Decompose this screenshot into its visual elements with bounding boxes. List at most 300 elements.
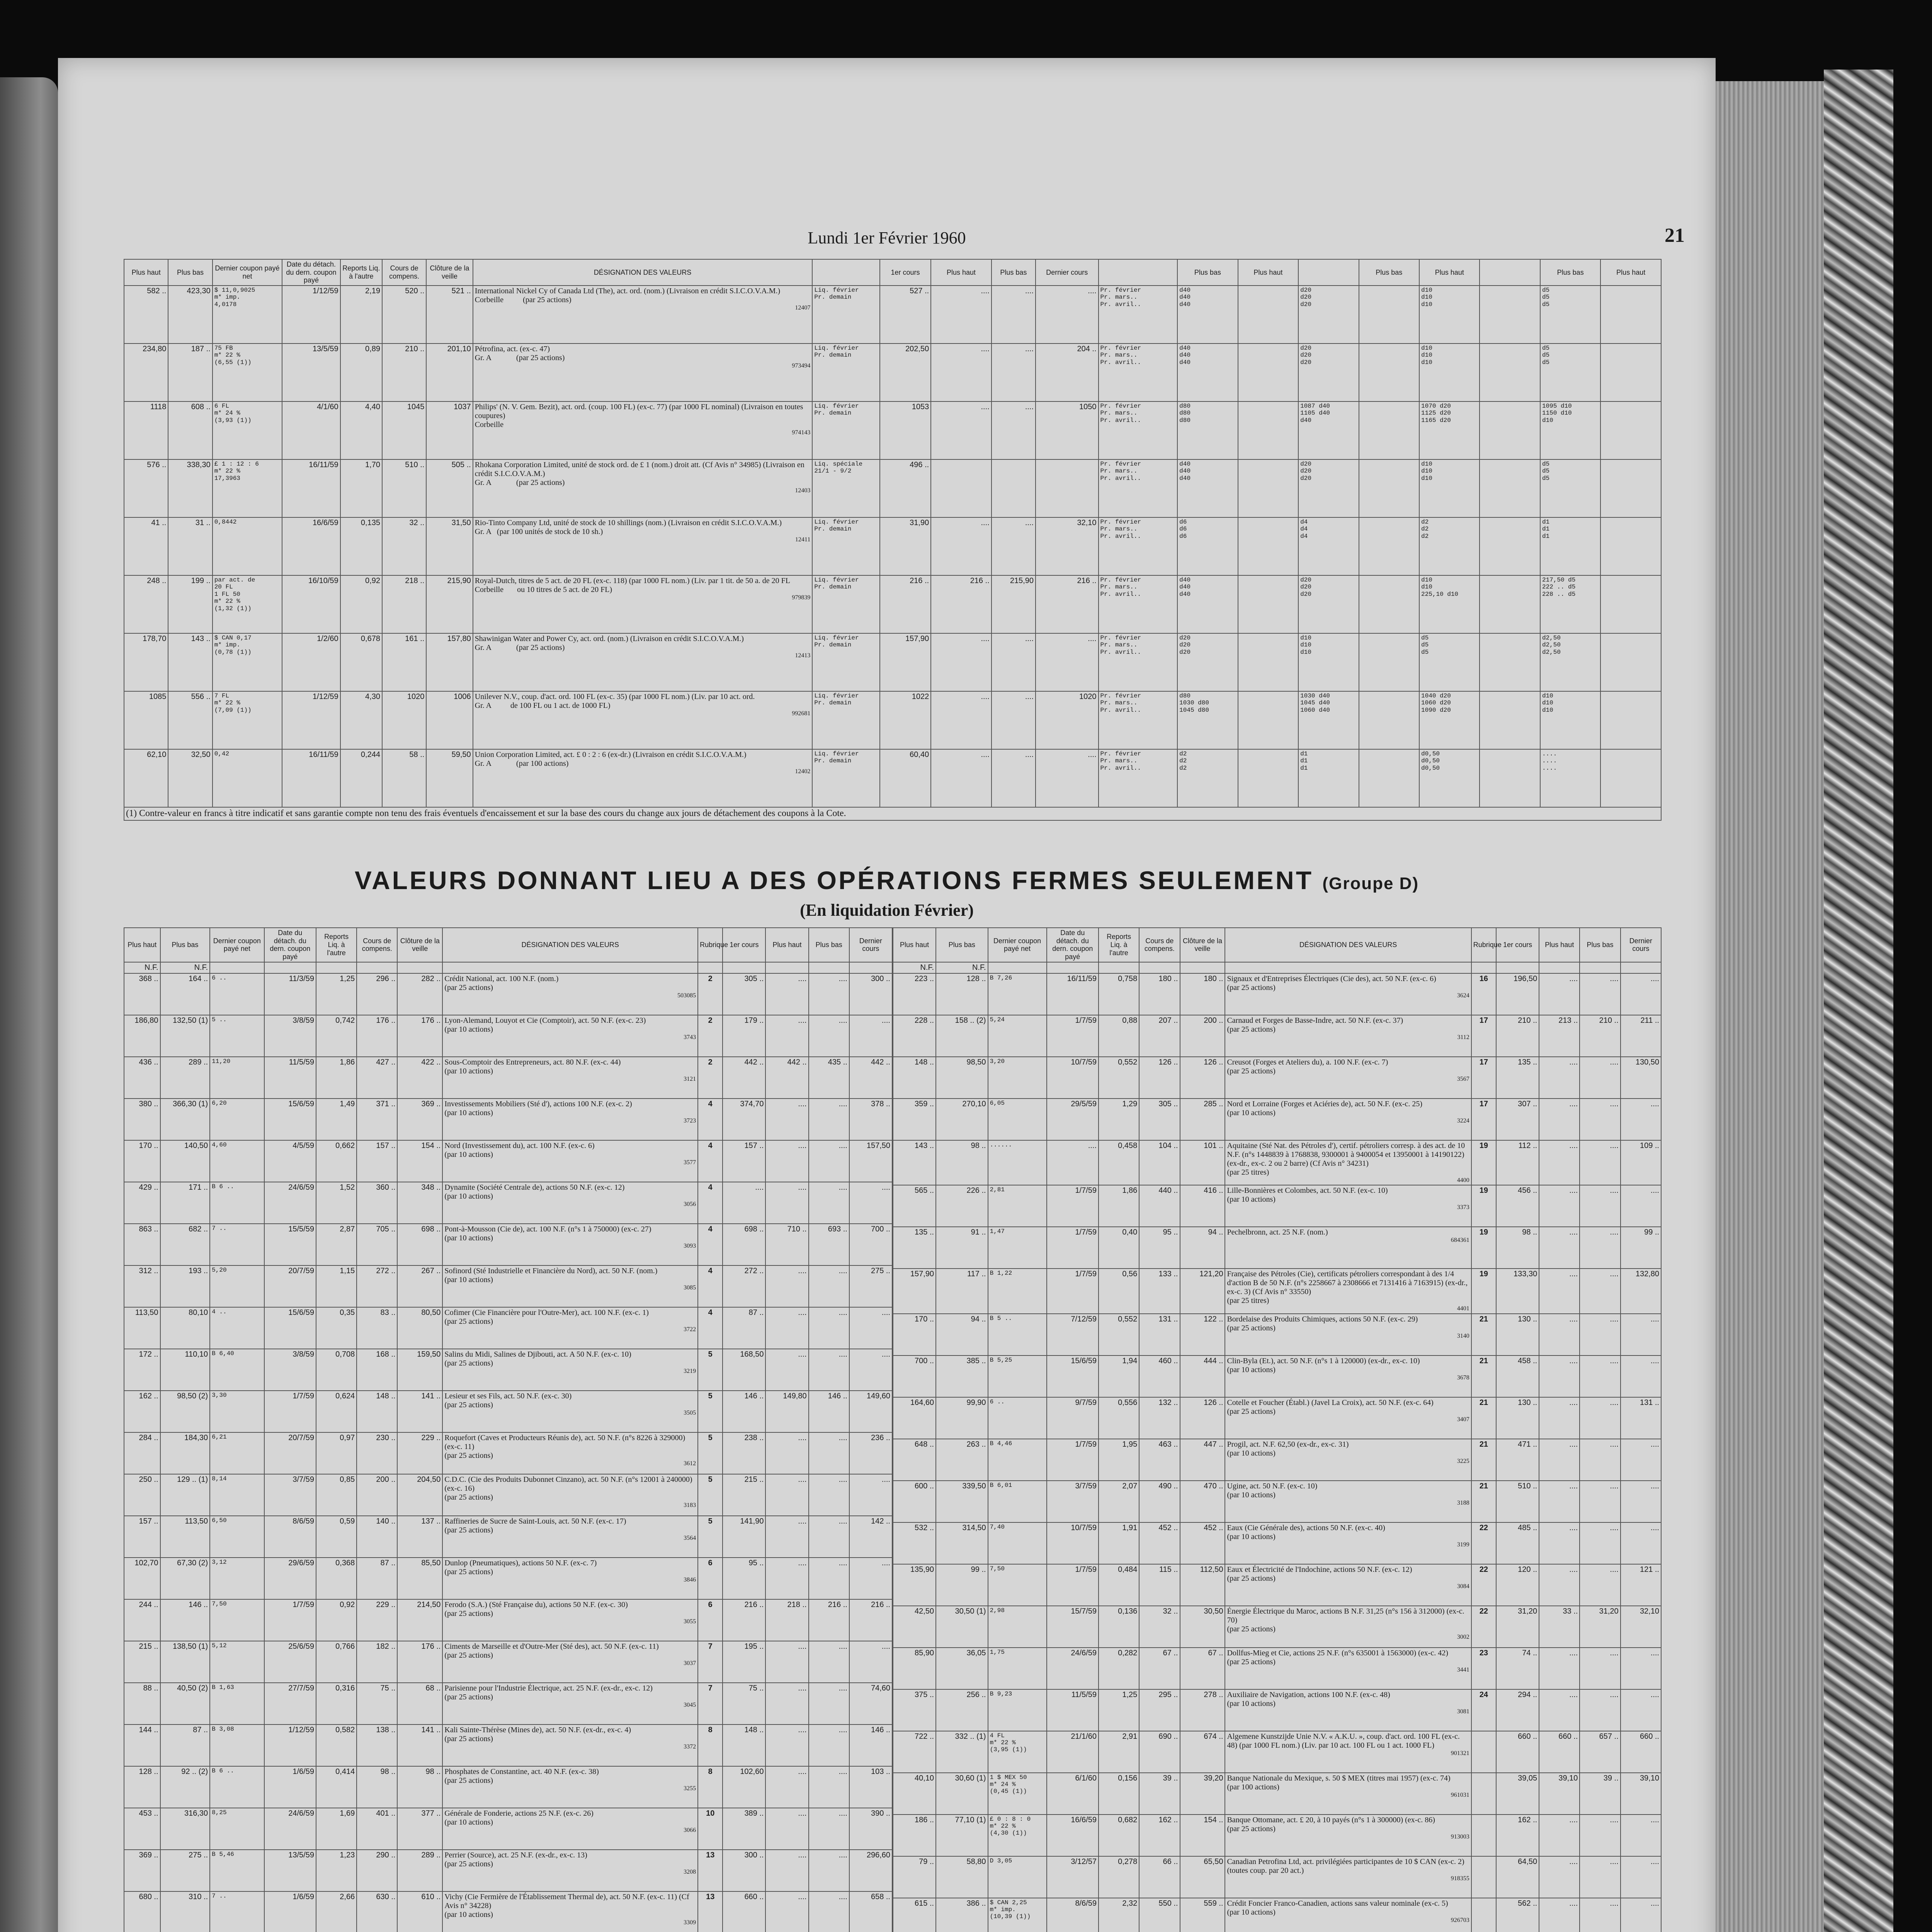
last-price: .... [1621, 1481, 1661, 1522]
last-price: 121 .. [1621, 1564, 1661, 1606]
compensation-price: 176 .. [357, 1015, 397, 1057]
high-price: .... [1539, 1099, 1580, 1140]
rubric-number: 2 [698, 1015, 723, 1057]
premium-3: 1070 d20 1125 d20 1165 d20 [1419, 401, 1480, 459]
security-name [1225, 1355, 1471, 1397]
table-row [893, 1314, 1661, 1355]
low-since-jan: 199 .. [168, 575, 212, 633]
rubric-number: 5 [698, 1474, 723, 1516]
low-since-jan: 608 .. [168, 401, 212, 459]
section-title: VALEURS DONNANT LIEU A DES OPÉRATIONS FERMES SEULEMENT (Groupe D) [354, 866, 1419, 895]
last-price: .... [1621, 973, 1661, 1015]
previous-close: 452 .. [1180, 1522, 1225, 1564]
security-name [442, 1891, 698, 1932]
premium-4-blank [1600, 749, 1661, 807]
premium-4: .... .... .... [1540, 749, 1600, 807]
premium-terms: Pr. février Pr. mars.. Pr. avril.. [1099, 459, 1178, 517]
rubric-number: 21 [1471, 1397, 1496, 1439]
security-name [442, 1307, 698, 1349]
reports: 0,582 [316, 1725, 357, 1766]
previous-close: 610 .. [397, 1891, 442, 1932]
premium-2: d10 d10 d10 [1298, 633, 1359, 691]
reports: 1,25 [1099, 1689, 1139, 1731]
premium-2: d20 d20 d20 [1298, 286, 1359, 344]
low-price: .... [1580, 1522, 1620, 1564]
compensation-price: 207 .. [1139, 1015, 1180, 1057]
security-code: 3199 [1457, 1541, 1469, 1548]
first-price: 74 .. [1496, 1648, 1539, 1689]
coupon-date: 6/1/60 [1047, 1773, 1099, 1815]
table-row [124, 1349, 892, 1391]
previous-close: 201,10 [426, 344, 473, 401]
security-designation: Générale de Fonderie, actions 25 N.F. (ex-c. 26) (par 10 actions) [444, 1809, 594, 1827]
column-header: DÉSIGNATION DES VALEURS [442, 928, 698, 962]
security-designation: Banque Ottomane, act. £ 20, à 10 payés (n°s 1 à 300000) (ex-c. 86) (par 25 actions) [1227, 1815, 1435, 1833]
premium-4-blank [1600, 401, 1661, 459]
coupon-date: 3/12/57 [1047, 1856, 1099, 1898]
table-row [124, 1850, 892, 1891]
low-price: .... [809, 1432, 849, 1474]
last-price: .... [849, 1349, 892, 1391]
reports: 1,49 [316, 1099, 357, 1140]
column-header: Plus haut [124, 259, 168, 286]
unit-label [1139, 962, 1180, 973]
rubric-number: 5 [698, 1349, 723, 1391]
header-row [124, 259, 1661, 286]
reports: 1,91 [1099, 1522, 1139, 1564]
last-coupon: B 5 .. [988, 1314, 1047, 1355]
reports: 0,92 [340, 575, 382, 633]
high-price: 442 .. [765, 1057, 808, 1099]
compensation-price: 180 .. [1139, 973, 1180, 1015]
premium-3-blank [1480, 286, 1540, 344]
high-since-march: 79 .. [893, 1856, 936, 1898]
security-name [442, 1432, 698, 1474]
security-name [1225, 1564, 1471, 1606]
security-name [1225, 1773, 1471, 1815]
premium-4: 1095 d10 1150 d10 d10 [1540, 401, 1600, 459]
rubric-number: 22 [1471, 1606, 1496, 1648]
rubric-number: 17 [1471, 1057, 1496, 1099]
first-price: 130 .. [1496, 1314, 1539, 1355]
table-row [893, 1856, 1661, 1898]
security-code: 3309 [684, 1919, 696, 1926]
high-since-jan: 1085 [124, 691, 168, 749]
last-price: 1020 [1036, 691, 1098, 749]
high-since-march: 429 .. [124, 1182, 160, 1224]
security-name [1225, 1099, 1471, 1140]
table-row [893, 1481, 1661, 1522]
first-price: 374,70 [723, 1099, 765, 1140]
liquidation-term: Liq. février Pr. demain [812, 517, 880, 575]
high-since-jan: 576 .. [124, 459, 168, 517]
premium-3-blank [1480, 575, 1540, 633]
security-designation: Pont-à-Mousson (Cie de), act. 100 N.F. (n°s 1 à 750000) (ex-c. 27) (par 10 actions) [444, 1225, 651, 1242]
first-price: 1053 [880, 401, 931, 459]
unit-label: N.F. [936, 962, 988, 973]
high-since-jan: 62,10 [124, 749, 168, 807]
coupon-date: 13/5/59 [282, 344, 340, 401]
security-code: 3612 [684, 1460, 696, 1467]
first-price: 471 .. [1496, 1439, 1539, 1481]
compensation-price: 690 .. [1139, 1731, 1180, 1773]
premium-4-blank [1600, 691, 1661, 749]
previous-close: 377 .. [397, 1808, 442, 1850]
unit-label [1180, 962, 1225, 973]
last-coupon: 5,20 [210, 1265, 264, 1307]
rubric-number: 21 [1471, 1314, 1496, 1355]
low-price: .... [809, 1265, 849, 1307]
reports: 0,708 [316, 1349, 357, 1391]
coupon-date: 1/7/59 [1047, 1564, 1099, 1606]
coupon-date: 3/8/59 [264, 1015, 316, 1057]
security-designation: Carnaud et Forges de Basse-Indre, act. 50 N.F. (ex-c. 37) (par 25 actions) [1227, 1016, 1403, 1034]
last-coupon: par act. de 20 FL 1 FL 50 m* 22 % (1,32 (1)) [213, 575, 282, 633]
rubric-number: 16 [1471, 973, 1496, 1015]
previous-close: 176 .. [397, 1015, 442, 1057]
coupon-date: 11/3/59 [264, 973, 316, 1015]
reports: 0,56 [1099, 1269, 1139, 1313]
last-coupon: 6 .. [210, 973, 264, 1015]
high-since-march: 453 .. [124, 1808, 160, 1850]
previous-close: 112,50 [1180, 1564, 1225, 1606]
low-price: .... [1580, 1439, 1620, 1481]
security-code: 3084 [1457, 1583, 1469, 1590]
high-since-march: 375 .. [893, 1689, 936, 1731]
low-since-march: 80,10 [160, 1307, 210, 1349]
low-since-march: 87 .. [160, 1725, 210, 1766]
column-header: 1er cours [880, 259, 931, 286]
last-price: .... [1621, 1314, 1661, 1355]
column-header [1099, 259, 1178, 286]
liquidation-term: Liq. février Pr. demain [812, 633, 880, 691]
last-price: .... [1036, 749, 1098, 807]
table-row [124, 459, 1661, 517]
previous-close: 215,90 [426, 575, 473, 633]
last-coupon: B 1,63 [210, 1683, 264, 1725]
high-price: .... [1539, 1314, 1580, 1355]
last-coupon: $ 11,0,9025 m* imp. 4,0178 [213, 286, 282, 344]
previous-close: 80,50 [397, 1307, 442, 1349]
security-designation: Dynamite (Société Centrale de), actions 50 N.F. (ex-c. 12) (par 10 actions) [444, 1183, 625, 1201]
compensation-price: 230 .. [357, 1432, 397, 1474]
coupon-date: 1/12/59 [282, 691, 340, 749]
rubric-number [1471, 1898, 1496, 1932]
security-name [442, 1516, 698, 1558]
previous-close: 141 .. [397, 1725, 442, 1766]
premium-3: d10 d10 d10 [1419, 344, 1480, 401]
security-name [442, 1850, 698, 1891]
table-row [893, 1689, 1661, 1731]
high-since-march: 368 .. [124, 973, 160, 1015]
previous-close: 122 .. [1180, 1314, 1225, 1355]
security-designation: Parisienne pour l'Industrie Électrique, act. 25 N.F. (ex-dr., ex-c. 12) (par 25 actions) [444, 1684, 653, 1701]
coupon-date: 24/6/59 [264, 1808, 316, 1850]
low-price: 693 .. [809, 1224, 849, 1265]
low-since-march: 316,30 [160, 1808, 210, 1850]
low-price: .... [1580, 1057, 1620, 1099]
previous-close: 559 .. [1180, 1898, 1225, 1932]
security-designation: Kali Sainte-Thérèse (Mines de), act. 50 N.F. (ex-dr., ex-c. 4) (par 25 actions) [444, 1725, 631, 1743]
first-price: 112 .. [1496, 1140, 1539, 1185]
premium-1: d40 d40 d40 [1177, 575, 1238, 633]
compensation-price: 87 .. [357, 1558, 397, 1599]
reports: 0,278 [1099, 1856, 1139, 1898]
premium-3: 1040 d20 1060 d20 1090 d20 [1419, 691, 1480, 749]
first-price: 60,40 [880, 749, 931, 807]
last-price: 378 .. [849, 1099, 892, 1140]
coupon-date: 4/1/60 [282, 401, 340, 459]
last-price: 300 .. [849, 973, 892, 1015]
reports: 2,91 [1099, 1731, 1139, 1773]
first-price: 389 .. [723, 1808, 765, 1850]
low-since-march: 138,50 (1) [160, 1641, 210, 1683]
compensation-price: 67 .. [1139, 1648, 1180, 1689]
security-designation: Dunlop (Pneumatiques), actions 50 N.F. (ex-c. 7) (par 25 actions) [444, 1558, 597, 1576]
security-name [473, 459, 813, 517]
header-row [893, 928, 1661, 962]
premium-2-blank [1359, 633, 1419, 691]
previous-close: 444 .. [1180, 1355, 1225, 1397]
column-header: Cours de compens. [1139, 928, 1180, 962]
premium-3-blank [1480, 459, 1540, 517]
rubric-number: 19 [1471, 1227, 1496, 1269]
first-price: 496 .. [880, 459, 931, 517]
unit-label [849, 962, 892, 973]
compensation-price: 630 .. [357, 1891, 397, 1932]
security-code: 3846 [684, 1576, 696, 1583]
ledger-page [58, 58, 1716, 1932]
reports: 1,25 [316, 973, 357, 1015]
security-designation: Auxiliaire de Navigation, actions 100 N.F. (ex-c. 48) (par 10 actions) [1227, 1690, 1390, 1708]
last-price: .... [849, 1558, 892, 1599]
previous-close: 176 .. [397, 1641, 442, 1683]
security-name [442, 1641, 698, 1683]
high-price: .... [1539, 1898, 1580, 1932]
compensation-price: 360 .. [357, 1182, 397, 1224]
previous-close: 278 .. [1180, 1689, 1225, 1731]
high-since-march: 600 .. [893, 1481, 936, 1522]
security-code: 3037 [684, 1660, 696, 1667]
security-code: 992681 [792, 710, 811, 717]
security-designation: International Nickel Cy of Canada Ltd (The), act. ord. (nom.) (Livraison en crédit S.I.C.O.V.A.M.) Corbeille (par 25 actions) [474, 287, 781, 304]
high-since-jan: 582 .. [124, 286, 168, 344]
coupon-date: 15/7/59 [1047, 1606, 1099, 1648]
column-header: Plus bas [936, 928, 988, 962]
last-price: 236 .. [849, 1432, 892, 1474]
previous-close: 1037 [426, 401, 473, 459]
previous-close: 121,20 [1180, 1269, 1225, 1313]
security-name [442, 1725, 698, 1766]
column-header: Rubrique [1471, 928, 1496, 962]
last-price: .... [1621, 1856, 1661, 1898]
table-row [893, 1731, 1661, 1773]
low-since-march: 366,30 (1) [160, 1099, 210, 1140]
low-since-march: 171 .. [160, 1182, 210, 1224]
premium-4-blank [1600, 633, 1661, 691]
coupon-date: 24/6/59 [1047, 1648, 1099, 1689]
table-row [893, 1522, 1661, 1564]
compensation-price: 490 .. [1139, 1481, 1180, 1522]
high-since-march: 42,50 [893, 1606, 936, 1648]
security-code: 3081 [1457, 1708, 1469, 1715]
high-since-march: 436 .. [124, 1057, 160, 1099]
rubric-number: 22 [1471, 1522, 1496, 1564]
high-price: .... [1539, 1564, 1580, 1606]
low-since-march: 117 .. [936, 1269, 988, 1313]
rubric-number: 4 [698, 1140, 723, 1182]
firm-operations-table-left [124, 927, 893, 1932]
previous-close: 39,20 [1180, 1773, 1225, 1815]
previous-close: 180 .. [1180, 973, 1225, 1015]
first-price: 120 .. [1496, 1564, 1539, 1606]
high-price: .... [931, 401, 991, 459]
compensation-price: 427 .. [357, 1057, 397, 1099]
low-price: .... [809, 1182, 849, 1224]
high-since-march: 312 .. [124, 1265, 160, 1307]
last-coupon: B 6,01 [988, 1481, 1047, 1522]
security-code: 3056 [684, 1201, 696, 1208]
last-price: 296,60 [849, 1850, 892, 1891]
high-since-march: 700 .. [893, 1355, 936, 1397]
premium-1-blank [1238, 517, 1298, 575]
last-price: .... [1621, 1898, 1661, 1932]
rubric-number: 2 [698, 973, 723, 1015]
compensation-price: 98 .. [357, 1766, 397, 1808]
table-row [124, 1725, 892, 1766]
security-designation: Eaux et Électricité de l'Indochine, actions 50 N.F. (ex-c. 12) (par 25 actions) [1227, 1565, 1412, 1583]
compensation-price: 161 .. [382, 633, 426, 691]
compensation-price: 200 .. [357, 1474, 397, 1516]
coupon-date: 1/2/60 [282, 633, 340, 691]
low-since-march: 30,50 (1) [936, 1606, 988, 1648]
reports: 0,624 [316, 1391, 357, 1432]
high-price: .... [1539, 1481, 1580, 1522]
low-since-march: 314,50 [936, 1522, 988, 1564]
first-price: 294 .. [1496, 1689, 1539, 1731]
compensation-price: 510 .. [382, 459, 426, 517]
security-name [442, 1182, 698, 1224]
last-price: 275 .. [849, 1265, 892, 1307]
high-price: .... [1539, 1689, 1580, 1731]
last-coupon: B 5,46 [210, 1850, 264, 1891]
security-designation: Unilever N.V., coup. d'act. ord. 100 FL (ex-c. 35) (par 1000 FL nom.) (Liv. par 10 act. ord. Gr. A de 100 FL ou 1 act. de 1000 FL) [474, 692, 755, 710]
low-price: 216 .. [809, 1599, 849, 1641]
security-designation: Roquefort (Caves et Producteurs Réunis de), act. 50 N.F. (n°s 8226 à 329000) (ex-c. 11) (par 25 actions) [444, 1433, 685, 1460]
high-price: .... [1539, 1269, 1580, 1313]
low-since-march: 332 .. (1) [936, 1731, 988, 1773]
security-code: 12411 [795, 536, 811, 543]
high-since-jan: 248 .. [124, 575, 168, 633]
top-table-note: (1) Contre-valeur en francs à titre indicatif et sans garantie compte non tenu des frais éventuels d'encaissement et sur la base des cours du change aux jours de détachement des coupons à la Cote. [124, 807, 1661, 820]
compensation-price: 182 .. [357, 1641, 397, 1683]
last-price: .... [849, 1307, 892, 1349]
security-code: 3723 [684, 1117, 696, 1124]
first-price: 168,50 [723, 1349, 765, 1391]
last-price: 204 .. [1036, 344, 1098, 401]
security-code: 3624 [1457, 992, 1469, 999]
security-designation: Bordelaise des Produits Chimiques, actions 50 N.F. (ex-c. 29) (par 25 actions) [1227, 1315, 1418, 1332]
high-price: .... [765, 1140, 808, 1182]
last-price: 390 .. [849, 1808, 892, 1850]
compensation-price: 272 .. [357, 1265, 397, 1307]
low-since-march: 132,50 (1) [160, 1015, 210, 1057]
coupon-date: 15/6/59 [1047, 1355, 1099, 1397]
table-row [124, 286, 1661, 344]
rubric-number: 19 [1471, 1140, 1496, 1185]
premium-4: d5 d5 d5 [1540, 344, 1600, 401]
column-header: Dernier cours [1621, 928, 1661, 962]
column-header: Dernier cours [1036, 259, 1098, 286]
low-since-march: 140,50 [160, 1140, 210, 1182]
low-price: .... [809, 1641, 849, 1683]
rubric-number [1471, 1856, 1496, 1898]
last-coupon: 4 FL m* 22 % (3,95 (1)) [988, 1731, 1047, 1773]
low-price: .... [809, 1683, 849, 1725]
high-price: .... [1539, 1355, 1580, 1397]
security-designation: Investissements Mobiliers (Sté d'), actions 100 N.F. (ex-c. 2) (par 10 actions) [444, 1099, 632, 1117]
first-price: 39,05 [1496, 1773, 1539, 1815]
low-since-jan: 143 .. [168, 633, 212, 691]
last-coupon: 8,25 [210, 1808, 264, 1850]
previous-close: 126 .. [1180, 1057, 1225, 1099]
high-price: .... [765, 1349, 808, 1391]
coupon-date: 11/5/59 [264, 1057, 316, 1099]
compensation-price: 295 .. [1139, 1689, 1180, 1731]
low-since-march: 385 .. [936, 1355, 988, 1397]
table-row [893, 1564, 1661, 1606]
security-name [1225, 1481, 1471, 1522]
table-row [124, 1808, 892, 1850]
high-price: 33 .. [1539, 1606, 1580, 1648]
column-header: Plus bas [1580, 928, 1620, 962]
first-price: 196,50 [1496, 973, 1539, 1015]
last-coupon: 3,30 [210, 1391, 264, 1432]
security-code: 3407 [1457, 1416, 1469, 1423]
last-price: 39,10 [1621, 1773, 1661, 1815]
premium-3-blank [1480, 401, 1540, 459]
table-row [893, 973, 1661, 1015]
column-header: Date du détach. du dern. coupon payé [1047, 928, 1099, 962]
unit-row [893, 962, 1661, 973]
column-header: Plus haut [1419, 259, 1480, 286]
security-designation: Nord (Investissement du), act. 100 N.F. (ex-c. 6) (par 10 actions) [444, 1141, 595, 1159]
table-row [124, 401, 1661, 459]
table-row [124, 1391, 892, 1432]
table-row [124, 749, 1661, 807]
high-since-jan: 234,80 [124, 344, 168, 401]
low-since-march: 40,50 (2) [160, 1683, 210, 1725]
high-since-march: 170 .. [893, 1314, 936, 1355]
high-since-march: 170 .. [124, 1140, 160, 1182]
rubric-number: 24 [1471, 1689, 1496, 1731]
high-price: .... [765, 1474, 808, 1516]
facing-page-edge [0, 77, 58, 1932]
high-since-march: 722 .. [893, 1731, 936, 1773]
low-since-jan: 31 .. [168, 517, 212, 575]
premium-4: d5 d5 d5 [1540, 286, 1600, 344]
premium-1-blank [1238, 401, 1298, 459]
rubric-number: 13 [698, 1891, 723, 1932]
reports: 0,552 [1099, 1314, 1139, 1355]
reports: 0,244 [340, 749, 382, 807]
security-name [442, 1683, 698, 1725]
unit-label: N.F. [124, 962, 160, 973]
high-price: .... [1539, 1227, 1580, 1269]
high-since-march: 85,90 [893, 1648, 936, 1689]
marbled-book-edge [1824, 70, 1893, 1932]
high-since-march: 88 .. [124, 1683, 160, 1725]
